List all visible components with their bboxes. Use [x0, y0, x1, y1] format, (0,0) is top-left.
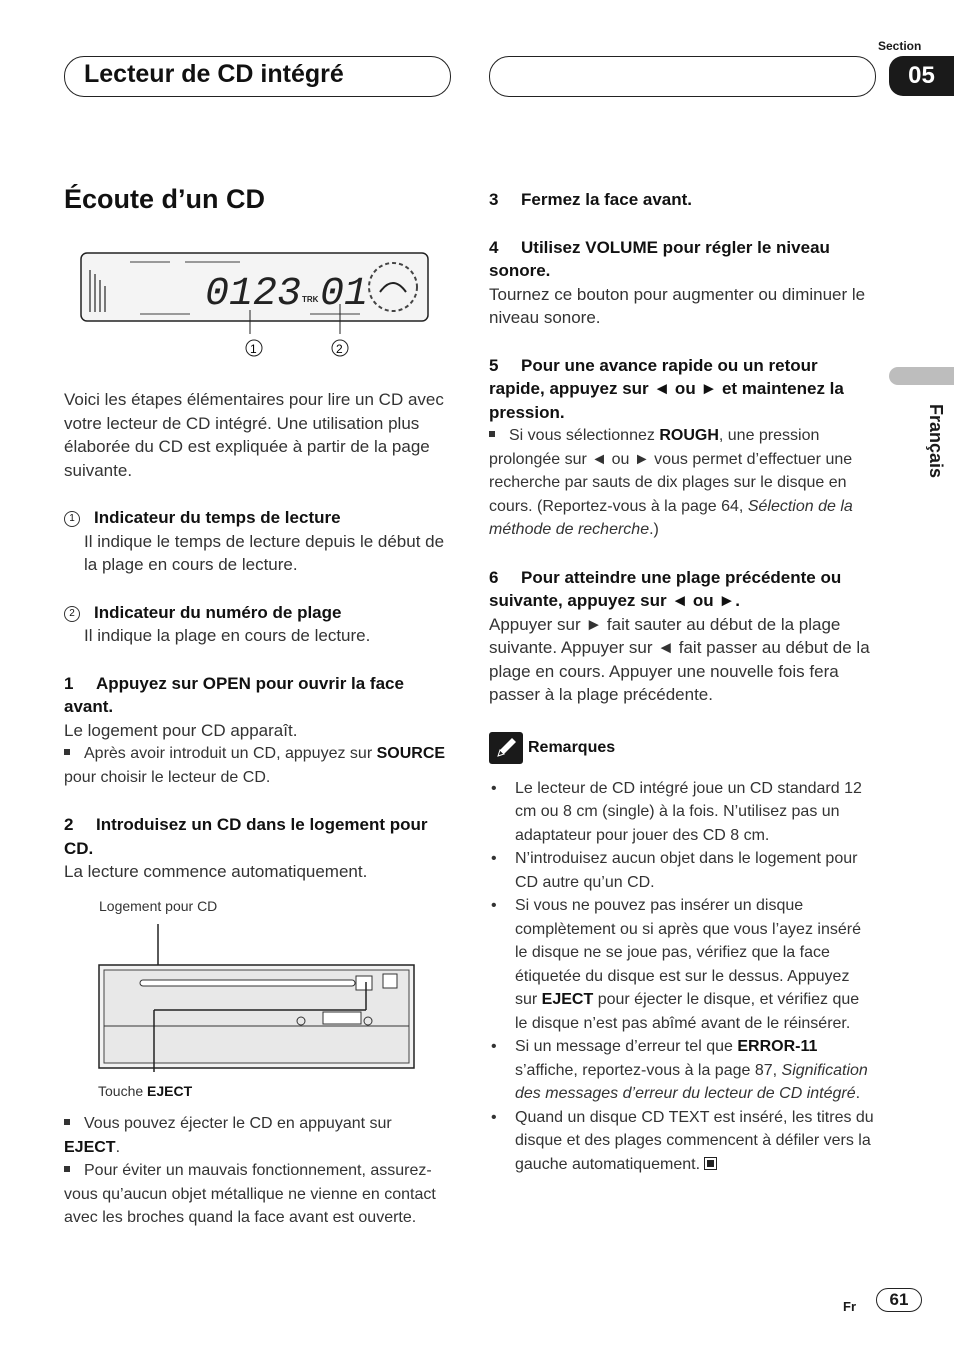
step-1-title: 1 Appuyez sur OPEN pour ouvrir la face avant.: [64, 673, 404, 716]
remarques-list: [489, 777, 875, 1177]
indicator-2-number: 2: [64, 606, 80, 622]
display-track-label: TRK: [302, 295, 319, 304]
footer-language: Fr: [843, 1299, 856, 1314]
intro-paragraph: Voici les étapes élémentaires pour lire un CD avec votre lecteur de CD intégré. Une utilisation plus élaborée du CD est expliquée à partir de la page suivante.: [64, 390, 444, 480]
remarque-1: • Le lecteur de CD intégré joue un CD standard 12 cm ou 8 cm (single) à la fois. N’utilisez pas un adaptateur pour jouer des CD 8 cm.: [489, 777, 875, 848]
end-mark-icon: [704, 1157, 717, 1170]
indicator-1-text: Il indique le temps de lecture depuis le début de la plage en cours de lecture.: [84, 531, 445, 574]
step-3-title: 3 Fermez la face avant.: [489, 190, 693, 209]
display-callout-1: 1: [250, 342, 257, 356]
step-5-note: Si vous sélectionnez ROUGH, une pression prolongée sur ◄ ou ► vous permet d’effectuer une recherche par sauts de dix plages sur le disque en cours. (Reportez-vous à la page 64, Sélection de la méthode de recherche.): [489, 427, 853, 538]
remarques-title: Remarques: [528, 738, 616, 756]
indicator-1-title: 1 Indicateur du temps de lecture: [64, 506, 450, 530]
display-track: 01: [320, 272, 369, 317]
side-tab: [889, 367, 954, 385]
remarques-header: [489, 731, 875, 765]
step-1-text: Le logement pour CD apparaît.: [64, 720, 298, 740]
figure-bottom-label: Touche EJECT: [98, 1083, 193, 1099]
step-4-text: Tournez ce bouton pour augmenter ou diminuer le niveau sonore.: [489, 284, 866, 327]
header-empty-pill: [489, 56, 876, 97]
step-2-title: 2 Introduisez un CD dans le logement pour CD.: [64, 815, 428, 858]
right-column: [489, 188, 875, 1176]
header-title: Lecteur de CD intégré: [84, 60, 344, 88]
step-1-note: Après avoir introduit un CD, appuyez sur SOURCE pour choisir le lecteur de CD.: [64, 745, 446, 786]
indicator-2-text: Il indique la plage en cours de lecture.: [84, 626, 371, 645]
remarque-4: • Si un message d’erreur tel que ERROR-11 s’affiche, reportez-vous à la page 87, Signification des messages d’erreur du lecteur de CD intégré.: [489, 1035, 875, 1106]
pencil-note-icon: [489, 732, 523, 764]
step-4-title: 4 Utilisez VOLUME pour régler le niveau sonore.: [489, 237, 830, 280]
section-label: Section: [878, 39, 922, 53]
eject-note: Vous pouvez éjecter le CD en appuyant sur EJECT.: [64, 1115, 392, 1156]
display-callout-2: 2: [336, 342, 343, 356]
remarque-3: • Si vous ne pouvez pas insérer un disque complètement ou si après que vous l’ayez inséré le disque ne se joue pas, vérifiez que la face étiquetée du disque est sur le dessus. Appuyez sur EJECT pour éjecter le disque, et vérifiez que le disque n’est pas abîmé avant de le réinsérer.: [489, 894, 875, 1035]
figure-top-label: Logement pour CD: [99, 898, 218, 914]
left-bottom-notes: [64, 1112, 450, 1230]
left-column: [64, 388, 450, 884]
step-2-text: La lecture commence automatiquement.: [64, 862, 368, 881]
step-6-text: Appuyer sur ► fait sauter au début de la plage suivante. Appuyer sur ◄ fait passer au début de la plage en cours. Appuyer une nouvelle fois fera passer à la plage précédente.: [489, 614, 870, 704]
step-5-title: 5 Pour une avance rapide ou un retour rapide, appuyez sur ◄ ou ► et maintenez la pression.: [489, 355, 844, 422]
display-time: 0123: [205, 272, 302, 317]
metal-note: Pour éviter un mauvais fonctionnement, assurez-vous qu’aucun objet métallique ne vienne en contact avec les broches quand la face avant est ouverte.: [64, 1162, 436, 1226]
step-6-title: 6 Pour atteindre une plage précédente ou suivante, appuyez sur ◄ ou ►.: [489, 567, 842, 610]
remarque-2: • N’introduisez aucun objet dans le logement pour CD autre qu’un CD.: [489, 847, 875, 894]
indicator-1-number: 1: [64, 511, 80, 527]
indicator-2-title: 2 Indicateur du numéro de plage: [64, 601, 450, 625]
page-title: Écoute d’un CD: [64, 184, 265, 214]
side-language-label: Français: [926, 404, 946, 479]
remarque-5: • Quand un disque CD TEXT est inséré, les titres du disque et des plages commencent à défiler vers la gauche automatiquement.: [489, 1106, 875, 1177]
section-number: 05: [889, 56, 954, 96]
page-number: 61: [876, 1288, 922, 1312]
cd-slot-illustration: [98, 922, 416, 1072]
display-illustration: [80, 252, 430, 362]
